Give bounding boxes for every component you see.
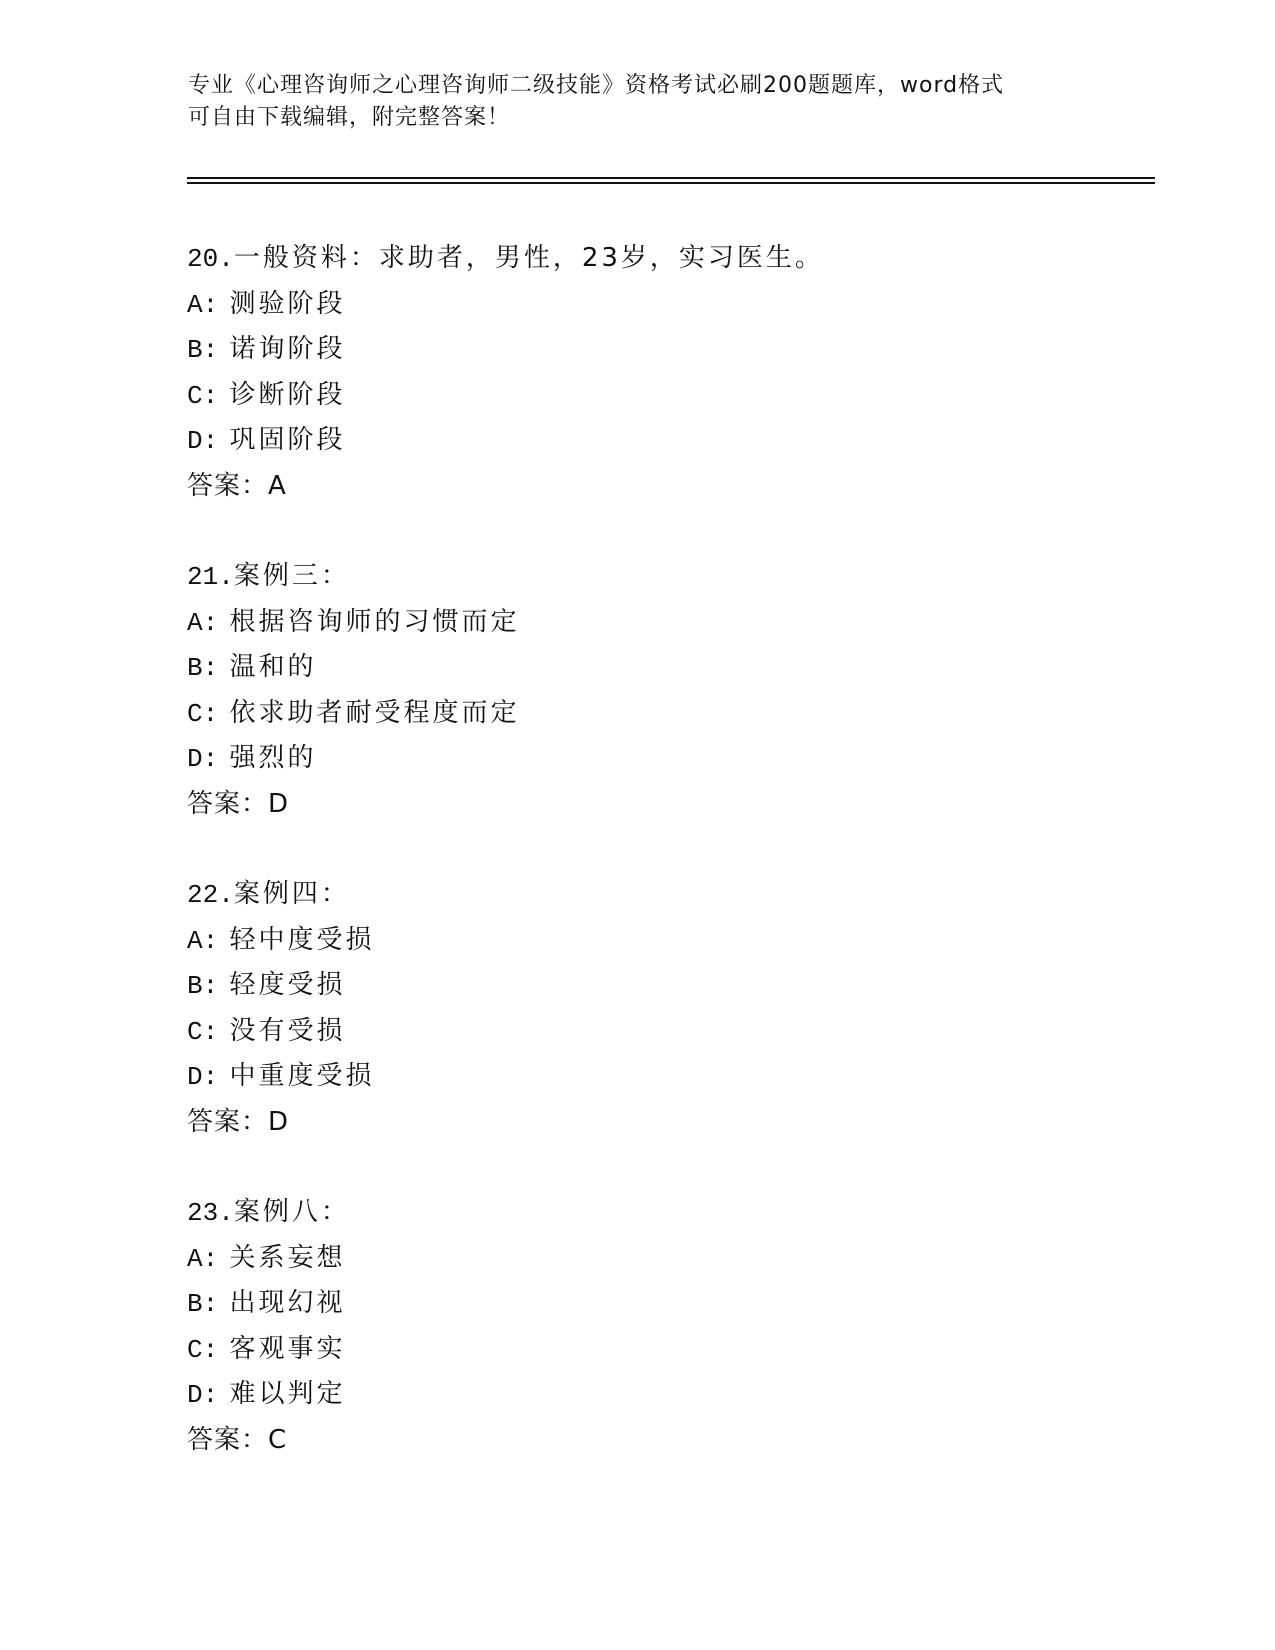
question-stem bbox=[187, 1190, 1147, 1236]
question-21 bbox=[187, 554, 1147, 827]
question-number: 20. bbox=[187, 244, 234, 274]
option-text: 中重度受损 bbox=[229, 1061, 375, 1091]
option-text: 测验阶段 bbox=[229, 288, 346, 319]
option-letter: B: bbox=[187, 1289, 219, 1319]
option-a bbox=[187, 282, 1147, 328]
option-d bbox=[187, 418, 1147, 464]
option-text: 客观事实 bbox=[229, 1333, 346, 1364]
option-letter: B: bbox=[187, 335, 219, 365]
option-letter: D: bbox=[187, 1062, 219, 1092]
option-letter: D: bbox=[187, 1380, 219, 1410]
option-text: 轻中度受损 bbox=[229, 924, 375, 955]
header-line-1: 专业《心理咨询师之心理咨询师二级技能》资格考试必刷200题题库，word格式 bbox=[188, 73, 1005, 98]
option-c bbox=[187, 1327, 1147, 1373]
option-d bbox=[187, 736, 1147, 782]
option-letter: D: bbox=[187, 426, 219, 456]
question-list bbox=[187, 236, 1147, 1508]
question-number: 23. bbox=[187, 1198, 234, 1228]
option-text: 依求助者耐受程度而定 bbox=[229, 697, 520, 728]
option-b bbox=[187, 645, 1147, 691]
option-text: 关系妄想 bbox=[229, 1242, 346, 1273]
answer-line: 答案：D bbox=[187, 1106, 290, 1137]
option-c bbox=[187, 373, 1147, 419]
answer-line: 答案：C bbox=[187, 1424, 288, 1455]
question-22 bbox=[187, 872, 1147, 1145]
question-stem bbox=[187, 236, 1147, 282]
option-c bbox=[187, 1009, 1147, 1055]
option-letter: C: bbox=[187, 698, 219, 729]
question-number: 21. bbox=[187, 562, 234, 592]
option-a bbox=[187, 1236, 1147, 1282]
document-header bbox=[188, 70, 1088, 134]
option-letter: C: bbox=[187, 380, 219, 411]
option-text: 温和的 bbox=[229, 652, 317, 682]
option-letter: B: bbox=[187, 971, 219, 1001]
option-d bbox=[187, 1372, 1147, 1418]
option-letter: A: bbox=[187, 607, 219, 638]
option-text: 强烈的 bbox=[229, 743, 317, 773]
option-c bbox=[187, 691, 1147, 737]
header-divider-bottom bbox=[187, 182, 1155, 184]
option-letter: A: bbox=[187, 1243, 219, 1274]
question-text: 案例四： bbox=[233, 879, 350, 909]
option-b bbox=[187, 1281, 1147, 1327]
option-text: 没有受损 bbox=[229, 1015, 346, 1046]
option-letter: B: bbox=[187, 653, 219, 683]
option-text: 难以判定 bbox=[229, 1379, 346, 1409]
option-letter: A: bbox=[187, 925, 219, 956]
option-letter: D: bbox=[187, 744, 219, 774]
question-number: 22. bbox=[187, 880, 234, 910]
question-text: 案例八： bbox=[233, 1197, 350, 1227]
option-letter: C: bbox=[187, 1016, 219, 1047]
option-text: 诊断阶段 bbox=[229, 379, 346, 410]
option-text: 根据咨询师的习惯而定 bbox=[229, 606, 520, 637]
answer-line: 答案：D bbox=[187, 788, 290, 819]
question-text: 一般资料：求助者，男性，23岁，实习医生。 bbox=[233, 243, 824, 273]
question-stem bbox=[187, 554, 1147, 600]
option-b bbox=[187, 963, 1147, 1009]
header-divider-top bbox=[187, 177, 1155, 179]
answer-line: 答案：A bbox=[187, 470, 287, 501]
question-text: 案例三： bbox=[233, 561, 350, 591]
option-b bbox=[187, 327, 1147, 373]
question-stem bbox=[187, 872, 1147, 918]
option-a bbox=[187, 600, 1147, 646]
header-line-2: 可自由下载编辑，附完整答案！ bbox=[188, 105, 511, 130]
option-text: 诺询阶段 bbox=[229, 334, 346, 364]
question-20 bbox=[187, 236, 1147, 509]
option-text: 巩固阶段 bbox=[229, 425, 346, 455]
option-text: 出现幻视 bbox=[229, 1288, 346, 1318]
option-letter: A: bbox=[187, 289, 219, 320]
option-d bbox=[187, 1054, 1147, 1100]
option-text: 轻度受损 bbox=[229, 970, 346, 1000]
option-a bbox=[187, 918, 1147, 964]
option-letter: C: bbox=[187, 1334, 219, 1365]
question-23 bbox=[187, 1190, 1147, 1463]
